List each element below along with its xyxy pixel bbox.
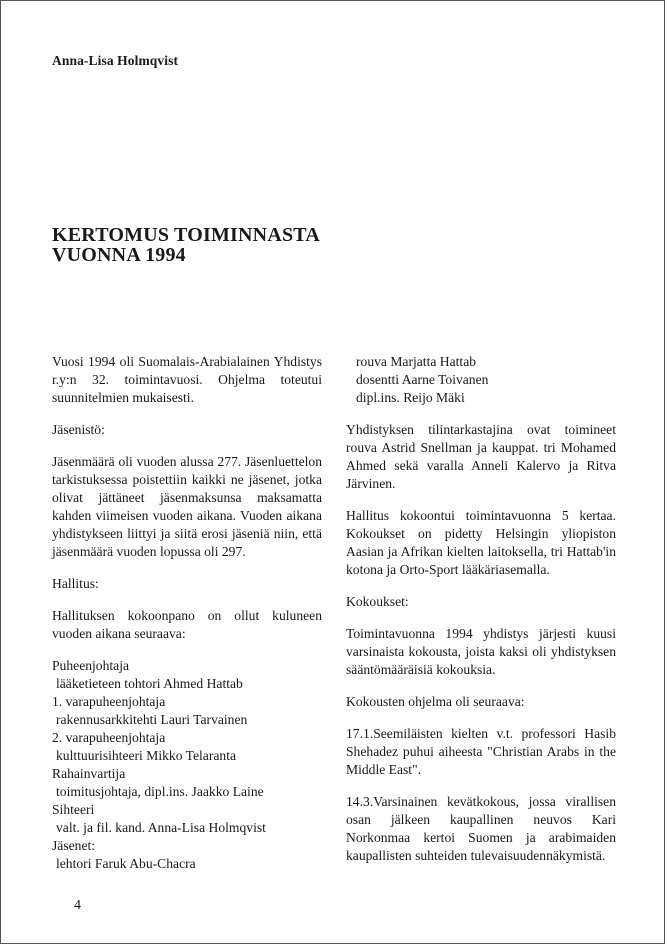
author-name: Anna-Lisa Holmqvist [52,53,179,68]
right-column [346,353,616,879]
roster-line: dosentti Aarne Toivanen [356,372,489,387]
event-paragraph: 17.1.Seemiläisten kielten v.t. professori Hasib Shehadez puhui aiheesta "Christian Arabs in the Middle East". [346,726,616,777]
membership-paragraph: Jäsenmäärä oli vuoden alussa 277. Jäsenluettelon tarkistuksessa poistettiin kaikki ne jäsenet, jotka olivat jättäneet jäsenmaksunsa maksamatta kahden viimeisen vuoden aikana. Vuoden aikana yhdistykseen liittyi ja siitä erosi jäseniä niin, että jäsenmäärä vuoden lopussa oli 297. [52,454,322,559]
roster-line: Jäsenet: [52,838,96,853]
roster-line: rakennusarkkitehti Lauri Tarvainen [56,712,248,727]
board-heading: Hallitus: [52,576,99,591]
roster-line: dipl.ins. Reijo Mäki [356,390,465,405]
article-title [52,225,320,265]
roster-line: kulttuurisihteeri Mikko Telaranta [56,748,237,763]
auditors-paragraph: Yhdistyksen tilintarkastajina ovat toimineet rouva Astrid Snellman ja kauppat. tri Mohamed Ahmed sekä varalla Anneli Kalervo ja Ritva Järvinen. [346,422,616,491]
roster-line: Puheenjohtaja [52,658,130,673]
board-roster [52,657,322,873]
roster-line: lääketieteen tohtori Ahmed Hattab [56,676,243,691]
roster-line: Rahainvartija [52,766,126,781]
event-paragraph: 14.3.Varsinainen kevätkokous, jossa virallisen osan jälkeen kaupallinen neuvos Kari Norkonmaa kertoi Suomen ja arabimaiden kaupallisten suhteiden tulevaisuudennäkymistä. [346,794,616,863]
intro-paragraph: Vuosi 1994 oli Suomalais-Arabialainen Yhdistys r.y:n 32. toimintavuosi. Ohjelma toteutui suunnitelmien mukaisesti. [52,354,322,405]
meetings-paragraph: Toimintavuonna 1994 yhdistys järjesti kuusi varsinaista kokousta, joista kaksi oli yhdistyksen sääntömääräisiä kokouksia. [346,626,616,677]
title-line: VUONNA 1994 [52,244,186,266]
board-roster-continued [346,353,616,407]
board-intro-paragraph: Hallituksen kokoonpano on ollut kuluneen vuoden aikana seuraava: [52,608,322,641]
board-meetings-paragraph: Hallitus kokoontui toimintavuonna 5 kertaa. Kokoukset on pidetty Helsingin yliopiston Aasian ja Afrikan kielten laitoksella, tri Hattab'in kotona ja Orto-Sport lääkäriasemalla. [346,508,616,577]
roster-line: rouva Marjatta Hattab [356,354,477,369]
meetings-heading: Kokoukset: [346,594,409,609]
title-line: KERTOMUS TOIMINNASTA [52,224,320,246]
left-column [52,353,322,887]
roster-line: 2. varapuheenjohtaja [52,730,166,745]
roster-line: valt. ja fil. kand. Anna-Lisa Holmqvist [56,820,266,835]
roster-line: Sihteeri [52,802,95,817]
program-intro: Kokousten ohjelma oli seuraava: [346,694,525,709]
roster-line: toimitusjohtaja, dipl.ins. Jaakko Laine [56,784,264,799]
page-number: 4 [74,898,81,913]
roster-line: 1. varapuheenjohtaja [52,694,166,709]
membership-heading: Jäsenistö: [52,422,105,437]
roster-line: lehtori Faruk Abu-Chacra [56,856,196,871]
